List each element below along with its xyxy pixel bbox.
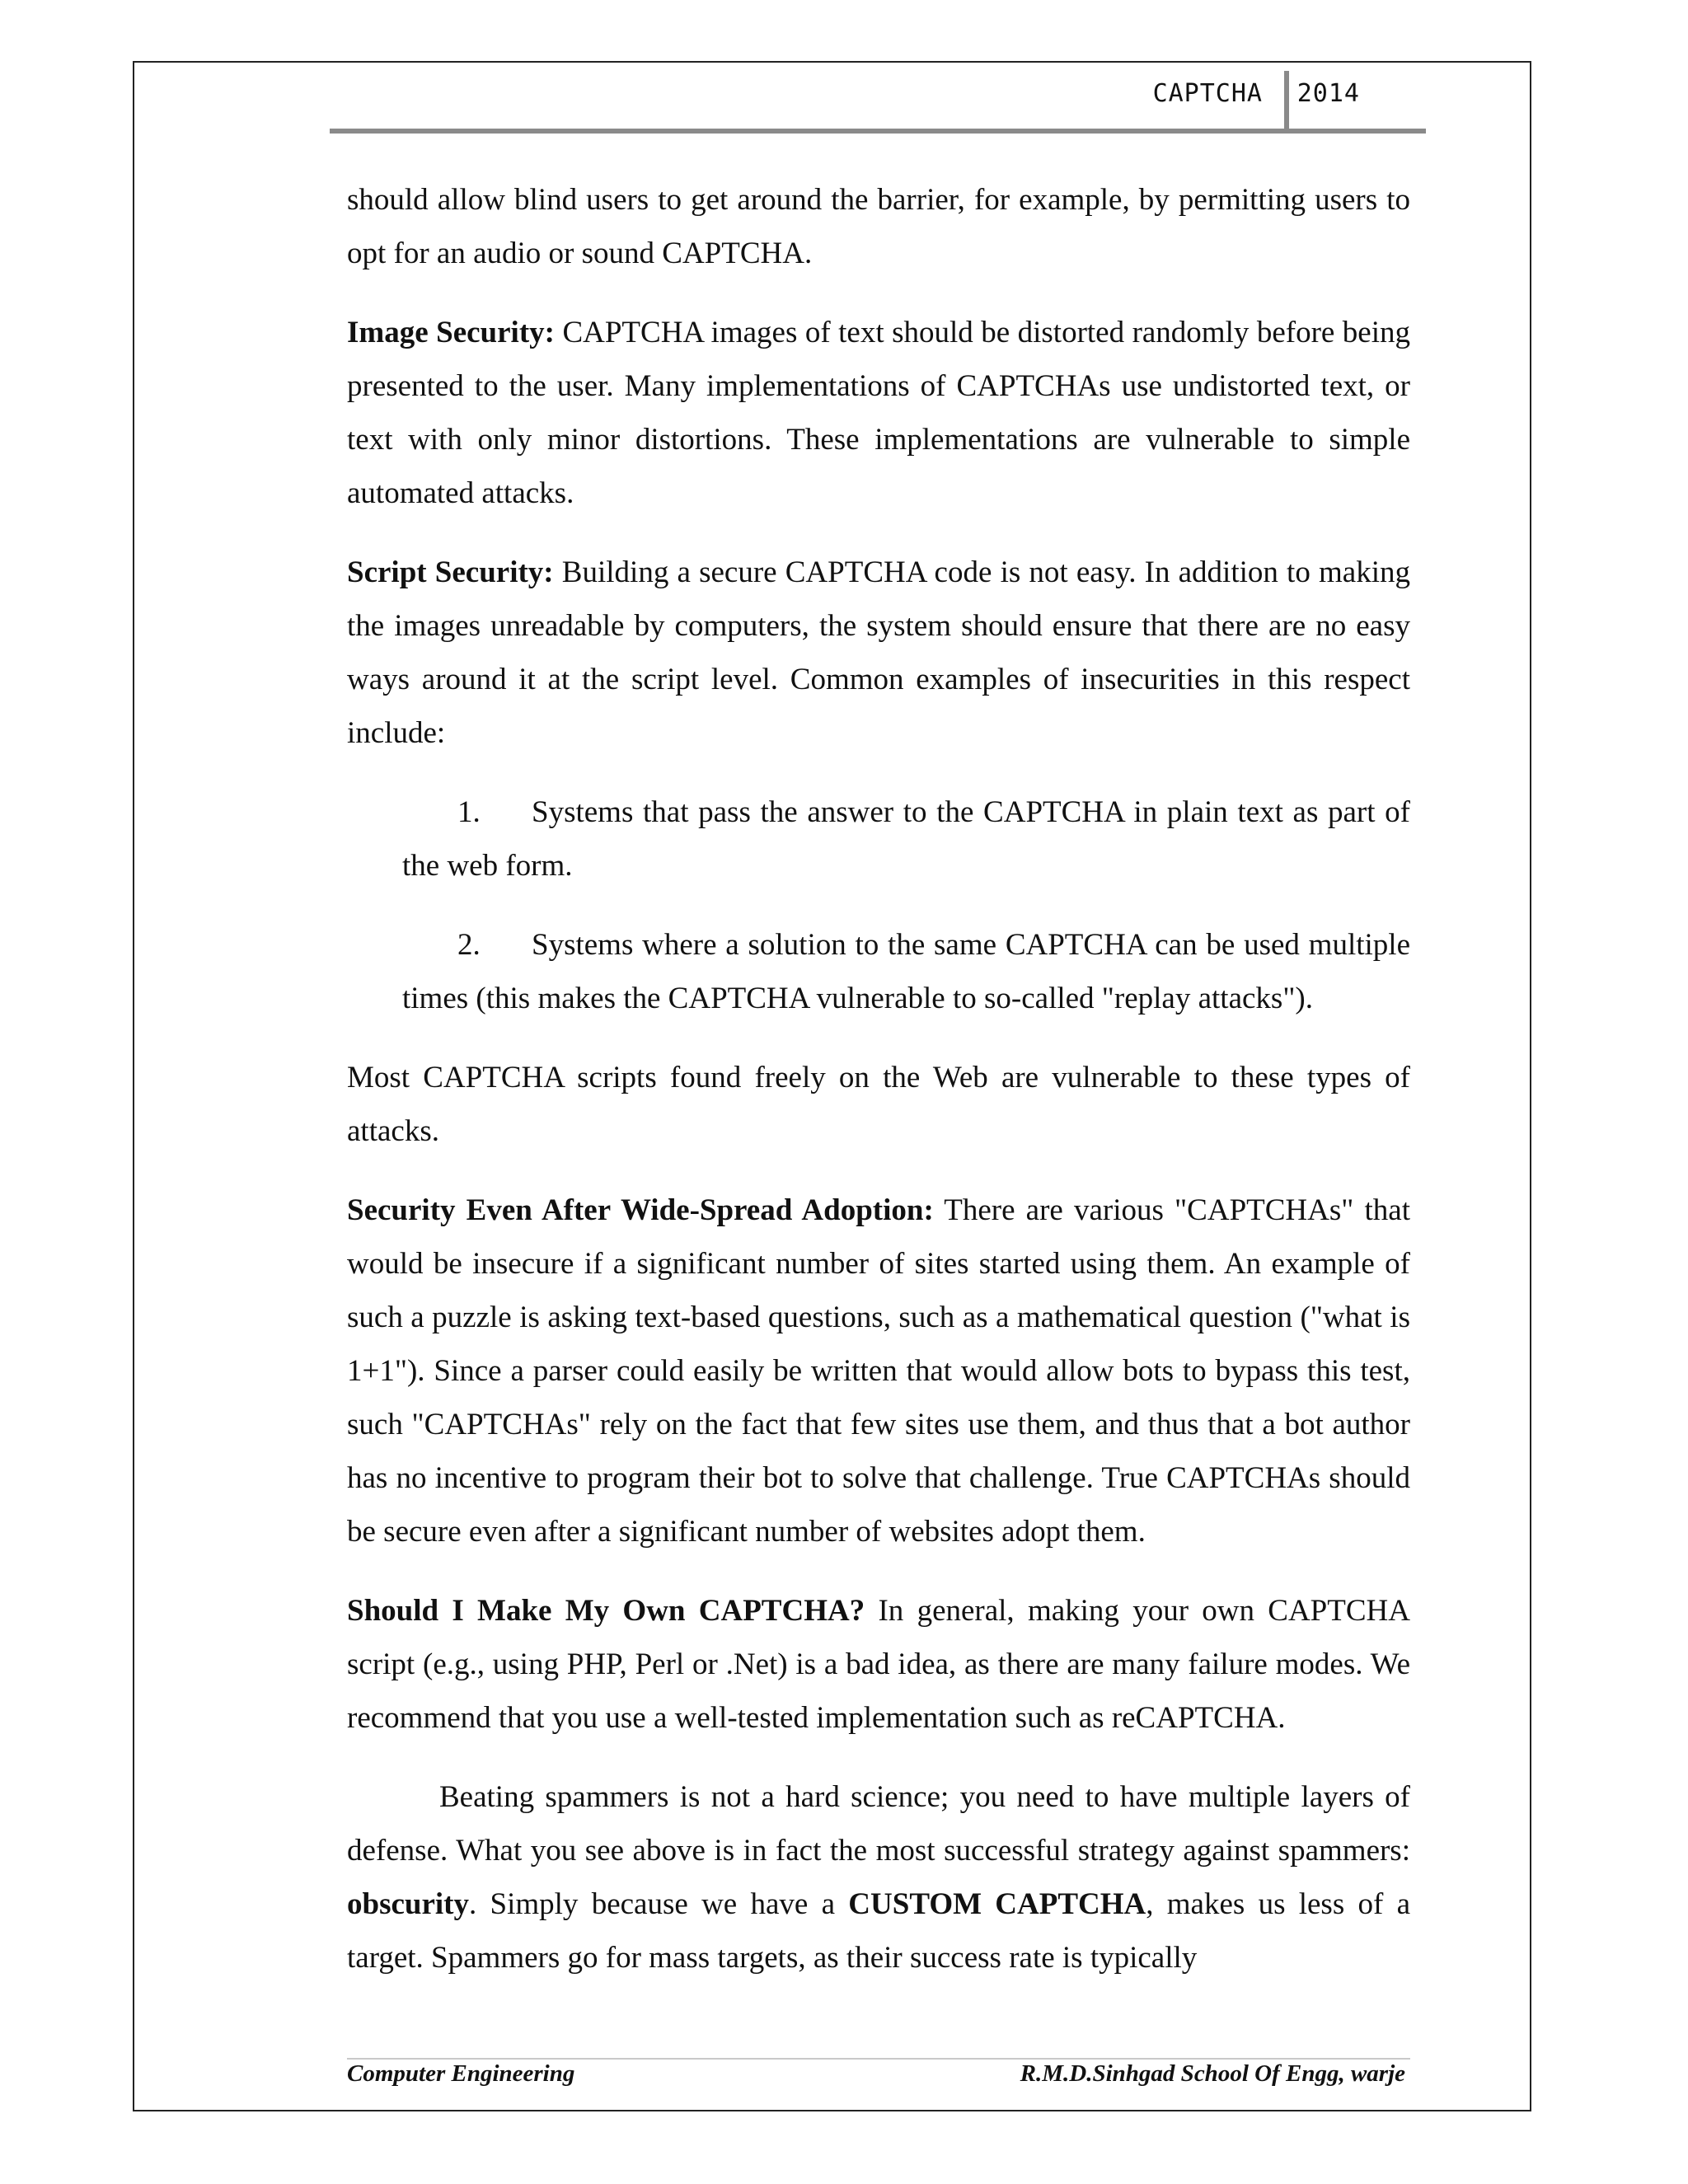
heading-image-security: Image Security: xyxy=(347,316,555,349)
list-text: Systems where a solution to the same CAPTCHA can be used multiple times (this makes the CAPTCHA vulnerable to so-called "replay attacks"). xyxy=(402,928,1410,1015)
footer-rule xyxy=(347,2058,1410,2060)
paragraph-own-captcha xyxy=(347,1584,1410,1745)
text-script-security: Building a secure CAPTCHA code is not easy. In addition to making the images unreadable by computers, the system should ensure that there are no easy ways around it at the script level. Common examples of insecurities in this respect include: xyxy=(347,555,1410,750)
paragraph-script-security xyxy=(347,546,1410,760)
header-rule xyxy=(330,129,1426,134)
paragraph-image-security xyxy=(347,306,1410,520)
text-wide-spread-adoption: There are various "CAPTCHAs" that would be insecure if a significant number of sites started using them. An example of such a puzzle is asking text-based questions, such as a mathematical question ("what is 1+1"). Since a parser could easily be written that would allow bots to bypass this test, such "CAPTCHAs" rely on the fact that few sites use them, and thus that a bot author has no incentive to program their bot to solve that challenge. True CAPTCHAs should be secure even after a significant number of websites adopt them. xyxy=(347,1193,1410,1549)
footer-department: Computer Engineering xyxy=(347,2060,575,2087)
emphasis-custom-captcha: CUSTOM CAPTCHA xyxy=(848,1887,1146,1921)
heading-own-captcha: Should I Make My Own CAPTCHA? xyxy=(347,1594,865,1628)
list-number: 1. xyxy=(457,795,481,829)
header-title: CAPTCHA xyxy=(1152,79,1263,108)
text-beating-c: . Simply because we have a xyxy=(469,1887,849,1921)
heading-wide-spread-adoption: Security Even After Wide-Spread Adoption: xyxy=(347,1193,934,1227)
text-image-security: CAPTCHA images of text should be distorted randomly before being presented to the user. Many implementations of CAPTCHAs use undistorted text, or text with only minor distortions. These implementations are vulnerable to simple automated attacks. xyxy=(347,316,1410,510)
footer-institution: R.M.D.Sinhgad School Of Engg, warje xyxy=(1020,2060,1405,2087)
running-header xyxy=(330,69,1426,132)
heading-script-security: Script Security: xyxy=(347,555,554,589)
paragraph-continuation: should allow blind users to get around the barrier, for example, by permitting users to opt for an audio or sound CAPTCHA. xyxy=(347,183,1410,270)
text-beating-e: , makes us less of a target. Spammers go for mass targets, as their success rate is typically xyxy=(347,1887,1411,1975)
page-body xyxy=(347,173,1410,2010)
emphasis-obscurity: obscurity xyxy=(347,1887,469,1921)
list-item xyxy=(402,918,1410,1025)
paragraph-vulnerable-scripts: Most CAPTCHA scripts found freely on the Web are vulnerable to these types of attacks. xyxy=(347,1061,1410,1148)
paragraph-wide-spread-adoption xyxy=(347,1183,1410,1558)
list-item xyxy=(402,785,1410,893)
list-text: Systems that pass the answer to the CAPTCHA in plain text as part of the web form. xyxy=(402,795,1410,883)
header-separator xyxy=(1284,71,1289,130)
paragraph-beating-spammers xyxy=(347,1770,1410,1985)
text-beating-a: Beating spammers is not a hard science; you need to have multiple layers of defense. What you see above is in fact the most successful strategy against spammers: xyxy=(347,1780,1410,1868)
header-year: 2014 xyxy=(1296,79,1360,108)
list-number: 2. xyxy=(457,928,481,962)
text-own-captcha: In general, making your own CAPTCHA script (e.g., using PHP, Perl or .Net) is a bad idea, as there are many failure modes. We recommend that you use a well-tested implementation such as reCAPTCHA. xyxy=(347,1594,1410,1735)
